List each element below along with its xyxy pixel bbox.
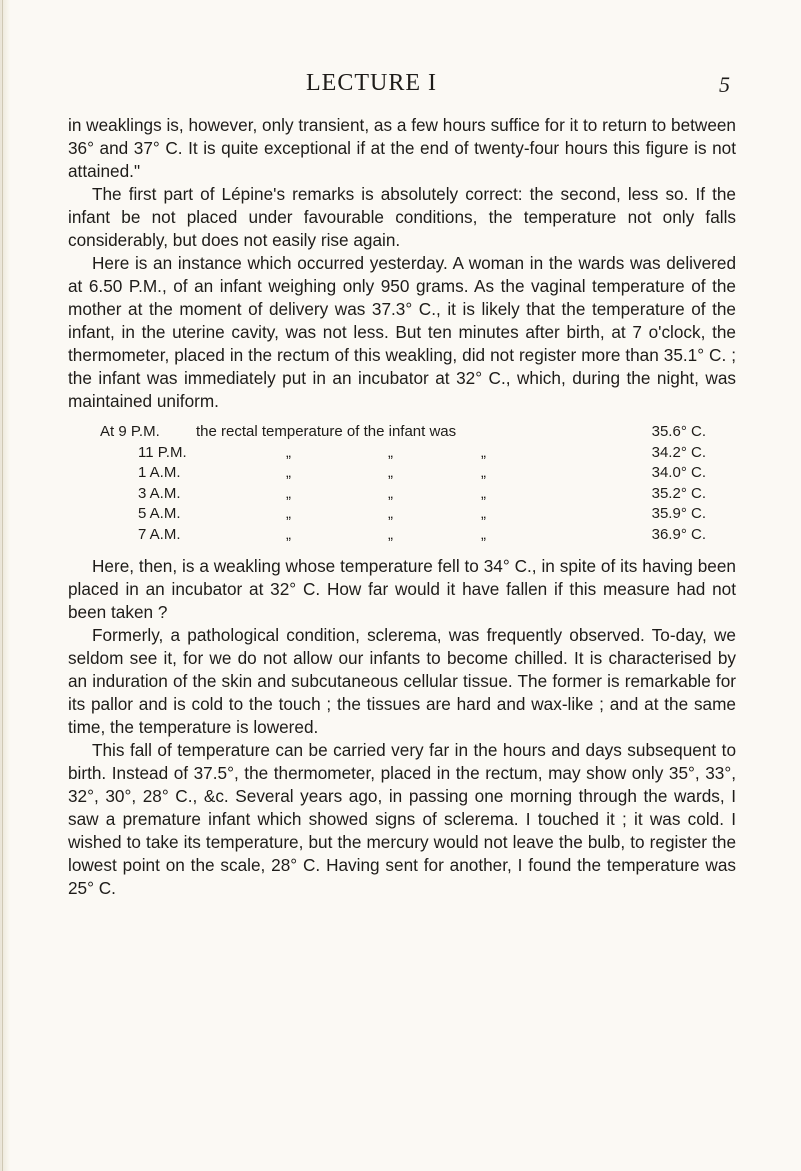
ditto-mark: „	[388, 443, 393, 461]
table-row-value: 35.2° C.	[651, 484, 706, 502]
table-row-time: 7 A.M.	[138, 525, 181, 543]
ditto-mark: „	[481, 525, 486, 543]
page-header	[0, 66, 801, 100]
page-body	[68, 114, 736, 900]
ditto-mark: „	[286, 464, 291, 482]
table-row-label: the rectal temperature of the infant was	[196, 423, 457, 440]
ditto-mark: „	[481, 505, 486, 523]
ditto-mark: „	[388, 464, 393, 482]
paragraph-1: in weaklings is, however, only transient, as a few hours suffice for it to return to between 36° and 37° C. It is quite exceptional if at the end of twenty-four hours this figure is not attained."	[68, 115, 736, 181]
table-row	[68, 504, 736, 525]
table-row	[68, 463, 736, 484]
table-row-value: 35.6° C.	[651, 423, 706, 440]
ditto-mark: „	[388, 505, 393, 523]
table-row	[68, 484, 736, 505]
table-row-value: 36.9° C.	[651, 525, 706, 543]
paragraph-6: This fall of temperature can be carried very far in the hours and days subsequent to birth. Instead of 37.5°, the thermometer, placed in the rectum, may show only 35°, 33°, 32°, 30°, 28° C., &c. Several years ago, in passing one morning through the wards, I saw a premature infant which showed signs of sclerema. I touched it ; it was cold. I wished to take its temperature, but the mercury would not leave the bulb, to register the lowest point on the scale, 28° C. Having sent for another, I found the temperature was 25° C.	[68, 739, 736, 898]
paragraph-3: Here is an instance which occurred yesterday. A woman in the wards was delivered at 6.50 P.M., of an infant weighing only 950 grams. As the vaginal temperature of the mother at the moment of delivery was 37.3° C., it is likely that the temperature of the infant, in the uterine cavity, was not less. But ten minutes after birth, at 7 o'clock, the thermometer, placed in the rectum of this weakling, did not register more than 35.1° C. ; the infant was immediately put in an incubator at 32° C., which, during the night, was maintained uniform.	[68, 253, 736, 411]
table-row	[68, 525, 736, 546]
running-title: LECTURE I	[306, 70, 437, 96]
table-row-time: 5 A.M.	[138, 505, 181, 523]
paragraph-5: Formerly, a pathological condition, sclerema, was frequently observed. To-day, we seldom see it, for we do not allow our infants to become chilled. It is characterised by an induration of the skin and subcutaneous cellular tissue. The former is remarkable for its pallor and is cold to the touch ; the tissues are hard and wax-like ; and at the same time, the temperature is lowered.	[68, 624, 736, 737]
ditto-mark: „	[286, 484, 291, 502]
ditto-mark: „	[388, 525, 393, 543]
table-row-value: 35.9° C.	[651, 505, 706, 523]
table-row	[68, 443, 736, 464]
table-row-value: 34.2° C.	[651, 443, 706, 461]
ditto-mark: „	[481, 484, 486, 502]
ditto-mark: „	[286, 525, 291, 543]
ditto-mark: „	[286, 505, 291, 523]
table-row-prefix: At 9 P.M.	[100, 423, 160, 440]
ditto-mark: „	[286, 443, 291, 461]
ditto-mark: „	[388, 484, 393, 502]
ditto-mark: „	[481, 464, 486, 482]
binding-line	[2, 0, 3, 1171]
page-number: 5	[719, 72, 730, 97]
paragraph-4: Here, then, is a weakling whose temperature fell to 34° C., in spite of its having been placed in an incubator at 32° C. How far would it have fallen if this measure had not been taken ?	[68, 555, 736, 622]
table-row-value: 34.0° C.	[651, 464, 706, 482]
table-row	[68, 422, 736, 443]
temperature-table	[68, 422, 736, 546]
table-row-time: 3 A.M.	[138, 484, 181, 502]
paragraph-2: The first part of Lépine's remarks is absolutely correct: the second, less so. If the infant be not placed under favourable conditions, the temperature not only falls considerably, but does not easily rise again.	[68, 184, 736, 250]
table-row-time: 11 P.M.	[138, 443, 187, 461]
table-row-time: 1 A.M.	[138, 464, 181, 482]
ditto-mark: „	[481, 443, 486, 461]
